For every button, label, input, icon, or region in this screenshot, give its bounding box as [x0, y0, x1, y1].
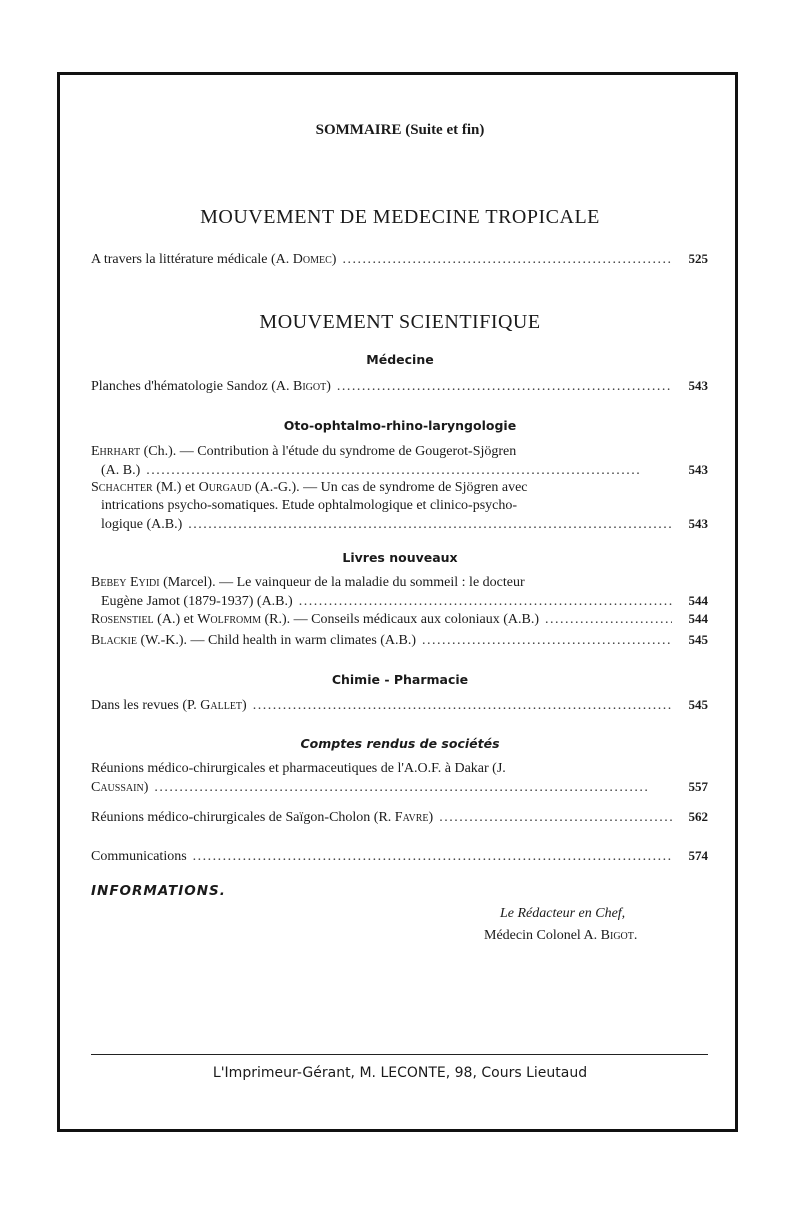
page-number: 544 — [688, 611, 708, 626]
section-medecine-tropicale: MOUVEMENT DE MEDECINE TROPICALE — [200, 206, 600, 228]
page-number: 543 — [688, 516, 708, 531]
toc-entry: Rosenstiel (A.) et Wolfromm (R.). — Conseils médicaux aux coloniaux (A.B.) . . . 544 — [91, 610, 708, 629]
subheading-oto: Oto-ophtalmo-rhino-laryngologie — [283, 418, 517, 433]
toc-entry: A travers la littérature médicale (A. Domec) . . . 525 — [91, 250, 708, 269]
toc-entry: Planches d'hématologie Sandoz (A. Bigot) . . . 543 — [91, 377, 708, 396]
page-number: 525 — [688, 251, 708, 266]
subheading-medecine: Médecine — [366, 352, 434, 367]
toc-entry: Bebey Eyidi (Marcel). — Le vainqueur de la maladie du sommeil : le docteur Eugène Jamot (1879-1937) (A.B.) . . . 544 — [91, 574, 708, 611]
page-number: 544 — [688, 593, 708, 608]
toc-entry: Réunions médico-chirurgicales et pharmaceutiques de l'A.O.F. à Dakar (J. Caussain) . . . 557 — [91, 760, 708, 797]
toc-entry: Ehrhart (Ch.). — Contribution à l'étude du syndrome de Gougerot-Sjögren (A. B.) . . . 543 — [91, 443, 708, 480]
page-number: 574 — [688, 848, 708, 863]
page-number: 543 — [688, 462, 708, 477]
subheading-comptes: Comptes rendus de sociétés — [300, 736, 500, 751]
toc-entry: Blackie (W.-K.). — Child health in warm climates (A.B.) . . . 545 — [91, 631, 708, 650]
subheading-chimie: Chimie - Pharmacie — [331, 672, 469, 687]
toc-entry: Schachter (M.) et Ourgaud (A.-G.). — Un cas de syndrome de Sjögren avec intrications psycho-somatiques. Etude ophtalmologique et clinico-psycho- logique (A.B.) . . . 543 — [91, 479, 708, 534]
subheading-livres: Livres nouveaux — [342, 550, 458, 565]
toc-entry: Communications . . . 574 — [91, 847, 708, 866]
sommaire-heading — [0, 122, 800, 139]
informations-heading: INFORMATIONS. — [91, 883, 226, 899]
page-number: 545 — [688, 697, 708, 712]
page-number: 562 — [688, 809, 708, 824]
sommaire-title: SOMMAIRE — [315, 122, 402, 138]
page-number: 557 — [688, 779, 708, 794]
page-number: 545 — [688, 632, 708, 647]
signature-name: Médecin Colonel A. Bigot. — [484, 928, 638, 943]
section-mouvement-scientifique: MOUVEMENT SCIENTIFIQUE — [259, 311, 541, 333]
signature-role: Le Rédacteur en Chef, — [500, 906, 626, 921]
toc-entry: Dans les revues (P. Gallet) . . . 545 — [91, 696, 708, 715]
sommaire-suite: (Suite et fin) — [405, 122, 485, 138]
page-number: 543 — [688, 378, 708, 393]
printer-line: L'Imprimeur-Gérant, M. LECONTE, 98, Cours Lieutaud — [212, 1065, 588, 1081]
footer-rule — [91, 1054, 708, 1055]
toc-entry: Réunions médico-chirurgicales de Saïgon-Cholon (R. Favre) . . . 562 — [91, 808, 708, 827]
